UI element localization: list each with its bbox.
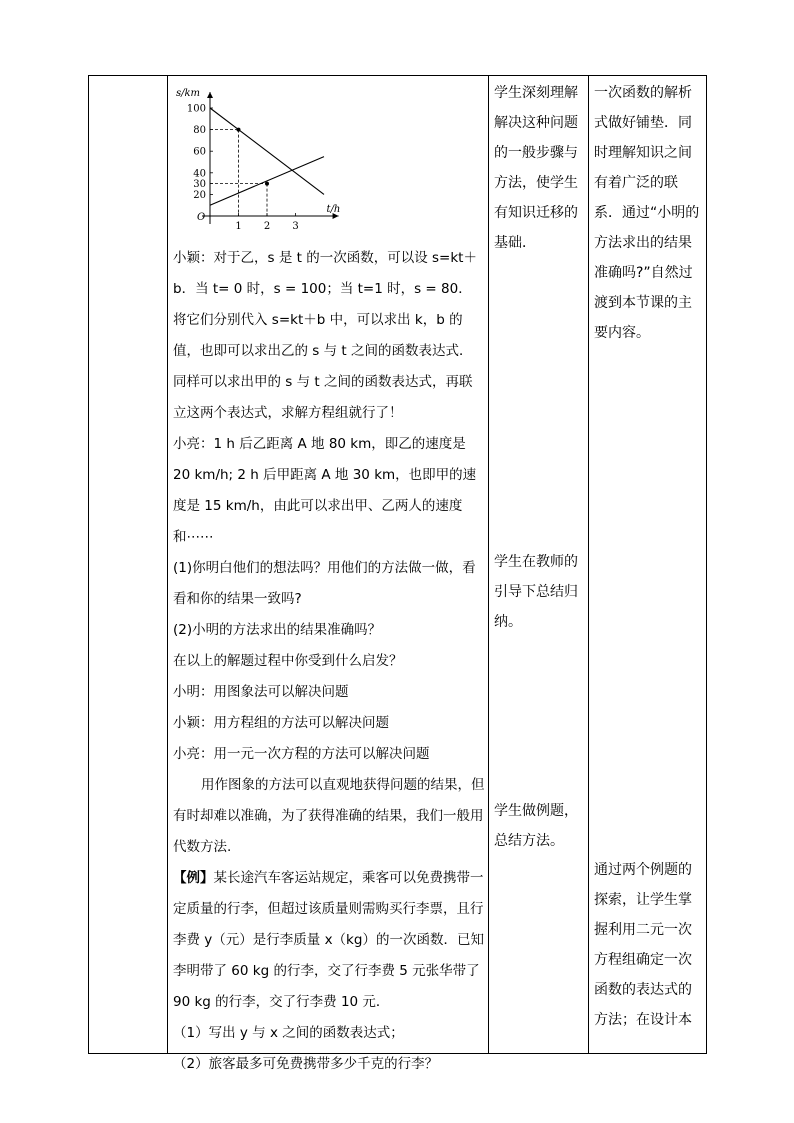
student-activity-3: 学生做例题，总结方法。 <box>494 803 578 849</box>
origin-label: O <box>197 212 206 223</box>
summary-paragraph: 用作图象的方法可以直观地获得问题的结果，但有时却难以准确，为了获得准确的结果，我们一般用代数方法. <box>173 777 485 855</box>
question-1: (1)你明白他们的想法吗？用他们的方法做一做，看看和你的结果一致吗? <box>173 560 476 607</box>
table-border-right <box>706 75 707 1054</box>
example-problem <box>173 863 485 1018</box>
example-question-2: （2）旅客最多可免费携带多少千克的行李？ <box>173 1056 439 1072</box>
example-text: 某长途汽车客运站规定，乘客可以免费携带一定质量的行李，但超过该质量则需购买行李票，且行李费 y（元）是行李质量 x（kg）的一次函数．已知李明带了 60 kg 的行李，交了行李费 5 元张华带了 90 kg 的行李，交了行李费 10 元． <box>173 870 484 1010</box>
answer-xiaoliang: 小亮：用一元一次方程的方法可以解决问题 <box>173 746 430 762</box>
table-divider-1 <box>167 75 168 1054</box>
marked-point-1 <box>237 128 241 132</box>
y-axis-arrow <box>207 92 213 98</box>
y-tick-label: 30 <box>193 179 206 191</box>
distance-time-graph <box>172 80 372 240</box>
question-2: (2)小明的方法求出的结果准确吗？ <box>173 622 382 638</box>
inspiration-prompt: 在以上的解题过程中你受到什么启发？ <box>173 653 403 669</box>
x-axis-label: t/h <box>326 204 341 215</box>
x-tick-label: 3 <box>292 221 299 232</box>
table-border-top <box>88 75 707 76</box>
content-column <box>173 243 485 1080</box>
design-intent-1: 一次函数的解析式做好铺垫．同时理解知识之间有着广泛的联系．通过“小明的方法求出的结果准确吗?”自然过渡到本节课的主要内容。 <box>594 85 700 341</box>
paragraph-xiaoliang: 小亮：1 h 后乙距离 A 地 80 km，即乙的速度是 20 km/h; 2 h 后甲距离 A 地 30 km，也即甲的速度是 15 km/h，由此可以求出甲、乙两人的速度和⋯⋯ <box>173 436 477 545</box>
y-tick-label: 100 <box>186 103 206 115</box>
student-activity-2: 学生在教师的引导下总结归纳。 <box>494 554 578 630</box>
answer-xiaoying: 小颖：用方程组的方法可以解决问题 <box>173 715 389 731</box>
y-axis-label: s/km <box>176 88 201 99</box>
y-tick-label: 40 <box>193 168 206 180</box>
x-tick-label: 1 <box>235 221 242 232</box>
graph-marked-points <box>210 128 269 216</box>
table-divider-2 <box>488 75 489 1054</box>
x-tick-label: 2 <box>263 221 271 232</box>
paragraph-xiaoying: 小颖：对于乙，s 是 t 的一次函数，可以设 s=kt＋b．当 t= 0 时，s = 100；当 t=1 时，s = 80．将它们分别代入 s=kt＋b 中，可以求出 k，b 的值，也即可以求出乙的 s 与 t 之间的函数表达式．同样可以求出甲的 s 与 t 之间的函数表达式，再联立这两个表达式，求解方程组就行了！ <box>173 250 477 421</box>
example-question-1: （1）写出 y 与 x 之间的函数表达式； <box>173 1025 404 1041</box>
answer-xiaoming: 小明：用图象法可以解决问题 <box>173 684 349 700</box>
y-tick-label: 20 <box>193 189 206 201</box>
y-tick-label: 80 <box>193 125 206 137</box>
student-activity-1: 学生深刻理解解决这种问题的一般步骤与方法，使学生有知识迁移的基础． <box>494 85 578 251</box>
marked-point-2 <box>265 182 269 186</box>
table-divider-3 <box>588 75 589 1054</box>
table-border-left <box>88 75 89 1054</box>
design-intent-2: 通过两个例题的探索，让学生掌握利用二元一次方程组确定一次函数的表达式的方法；在设计本 <box>594 862 692 1028</box>
y-tick-label: 60 <box>193 146 206 158</box>
example-label: 【例】 <box>173 870 214 886</box>
